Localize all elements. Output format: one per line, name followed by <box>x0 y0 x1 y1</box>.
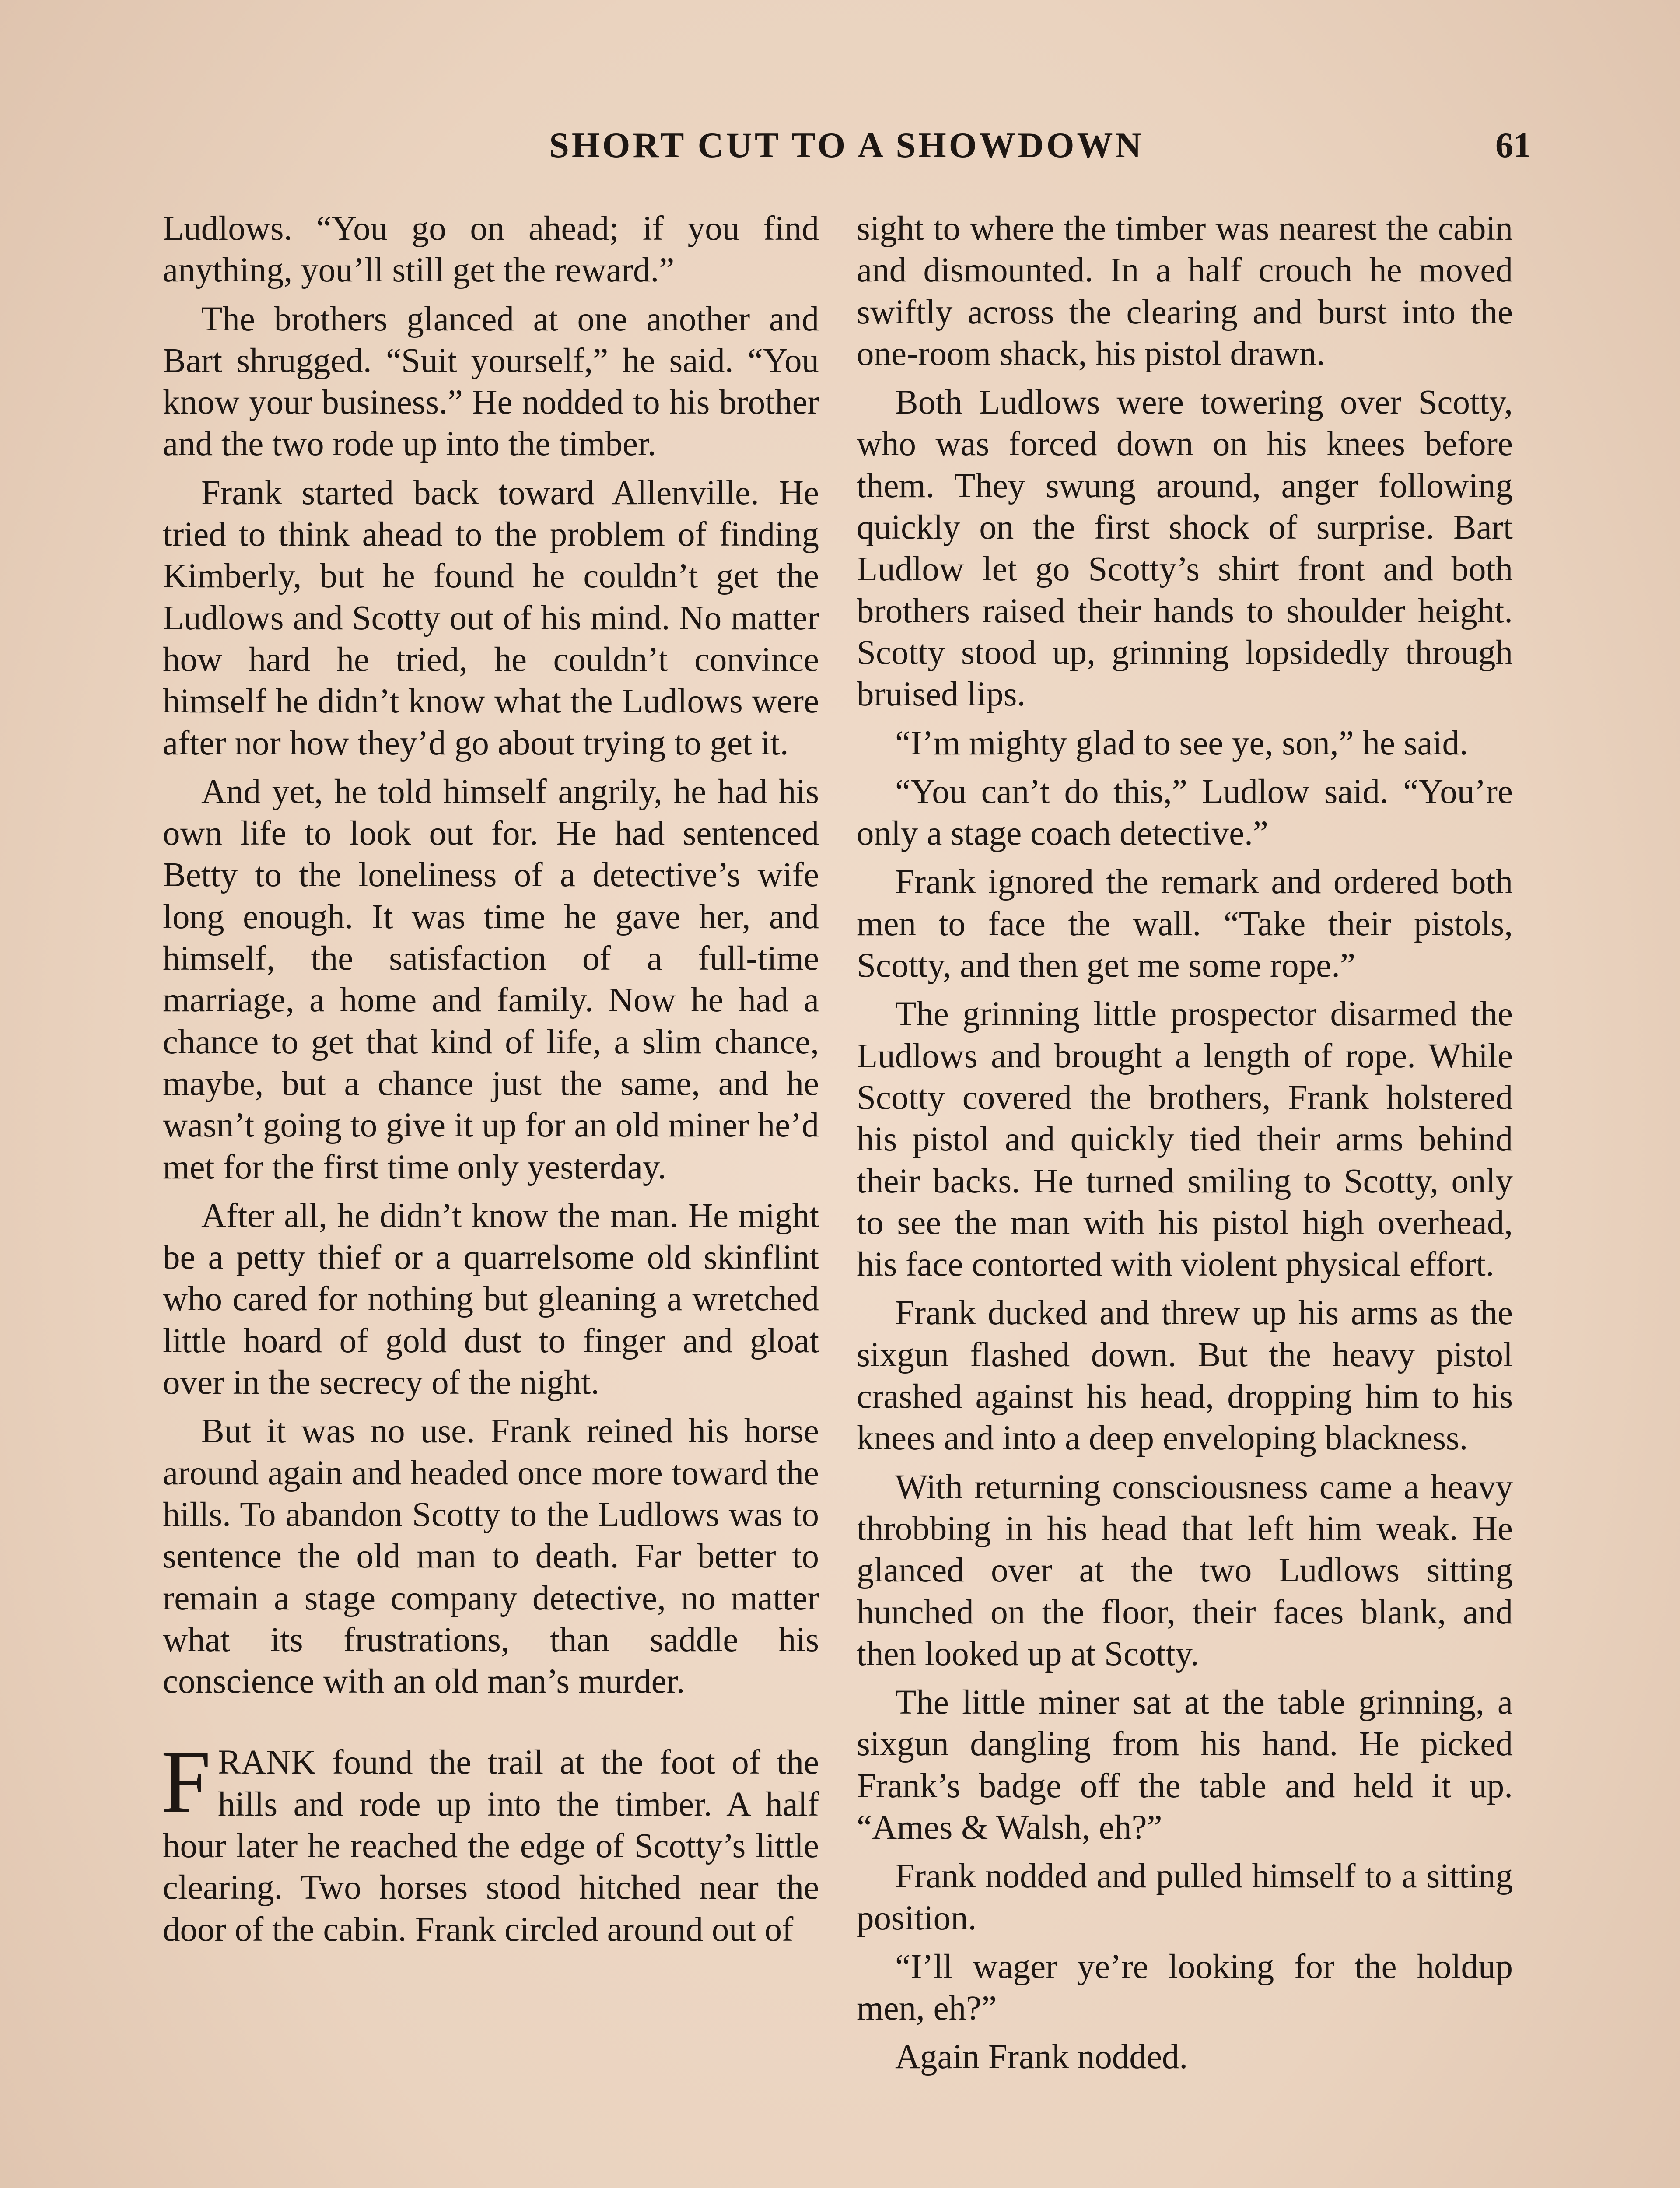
paragraph: Frank ducked and threw up his arms as the sixgun flashed down. But the heavy pistol crashed against his head, dropping him to his knees and into a deep enveloping blackness. <box>857 1294 1513 1458</box>
paragraph: Again Frank nodded. <box>895 2038 1188 2076</box>
paragraph: “I’ll wager ye’re looking for the holdup men, eh?” <box>857 1947 1513 2028</box>
section-start-paragraph <box>161 1732 819 1950</box>
paragraph: Ludlows. “You go on ahead; if you find anything, you’ll still get the reward.” <box>163 210 819 290</box>
paragraph: The grinning little prospector disarmed the Ludlows and brought a length of rope. While Scotty covered the brothers, Frank holstered his pistol and quickly tied their arms behind their backs. He turned smiling to Scotty, only to see the man with his pistol high overhead, his face contorted with violent physical effort. <box>857 995 1513 1284</box>
paragraph: Frank ignored the remark and ordered both men to face the wall. “Take their pistols, Scotty, and then get me some rope.” <box>857 863 1513 985</box>
page-number: 61 <box>1495 125 1531 165</box>
paragraph: “You can’t do this,” Ludlow said. “You’re only a stage coach detective.” <box>857 772 1513 853</box>
paragraph: “I’m mighty glad to see ye, son,” he said. <box>895 724 1468 762</box>
section-start-text: RANK found the trail at the foot of the hills and rode up into the timber. A half hour later he reached the edge of Scotty’s little clearing. Two horses stood hitched near the door of the cabin. Frank circled around out of <box>163 1743 819 1949</box>
left-column <box>163 208 819 1957</box>
paragraph: The little miner sat at the table grinning, a sixgun dangling from his hand. He picked Frank’s badge off the table and held it up. “Ames & Walsh, eh?” <box>857 1683 1513 1847</box>
right-column <box>857 208 1513 2085</box>
paragraph: With returning consciousness came a heavy throbbing in his head that left him weak. He glanced over at the two Ludlows sitting hunched on the floor, their faces blank, and then looked up at Scotty. <box>857 1468 1513 1673</box>
paragraph: The brothers glanced at one another and Bart shrugged. “Suit yourself,” he said. “You know your business.” He nodded to his brother and the two rode up into the timber. <box>163 300 819 463</box>
paragraph: Frank nodded and pulled himself to a sitting position. <box>857 1857 1513 1937</box>
paragraph: After all, he didn’t know the man. He might be a petty thief or a quarrelsome old skinflint who cared for nothing but gleaning a wretched little hoard of gold dust to finger and gloat over in the secrecy of the night. <box>163 1196 819 1402</box>
drop-cap: F <box>161 1732 211 1832</box>
paragraph: And yet, he told himself angrily, he had his own life to look out for. He had sentenced Betty to the loneliness of a detective’s wife long enough. It was time he gave her, and himself, the satisfaction of a full-time marriage, a home and family. Now he had a chance to get that kind of life, a slim chance, maybe, but a chance just the same, and he wasn’t going to give it up for an old miner he’d met for the first time only yesterday. <box>163 772 819 1186</box>
paragraph: But it was no use. Frank reined his horse around again and headed once more toward the hills. To abandon Scotty to the Ludlows was to sentence the old man to death. Far better to remain a stage company detective, no matter what its frustrations, than saddle his conscience with an old man’s murder. <box>163 1412 819 1701</box>
paragraph: sight to where the timber was nearest the cabin and dismounted. In a half crouch he moved swiftly across the clearing and burst into the one-room shack, his pistol drawn. <box>857 210 1513 373</box>
running-title: SHORT CUT TO A SHOWDOWN <box>549 125 1144 165</box>
paragraph: Frank started back toward Allenville. He tried to think ahead to the problem of finding Kimberly, but he found he couldn’t get the Ludlows and Scotty out of his mind. No matter how hard he tried, he couldn’t convince himself he didn’t know what the Ludlows were after nor how they’d go about trying to get it. <box>163 473 819 762</box>
page-header <box>162 125 1531 173</box>
paragraph: Both Ludlows were towering over Scotty, who was forced down on his knees before them. They swung around, anger following quickly on the first shock of surprise. Bart Ludlow let go Scotty’s shirt front and both brothers raised their hands to shoulder height. Scotty stood up, grinning lopsidedly through bruised lips. <box>857 383 1513 714</box>
